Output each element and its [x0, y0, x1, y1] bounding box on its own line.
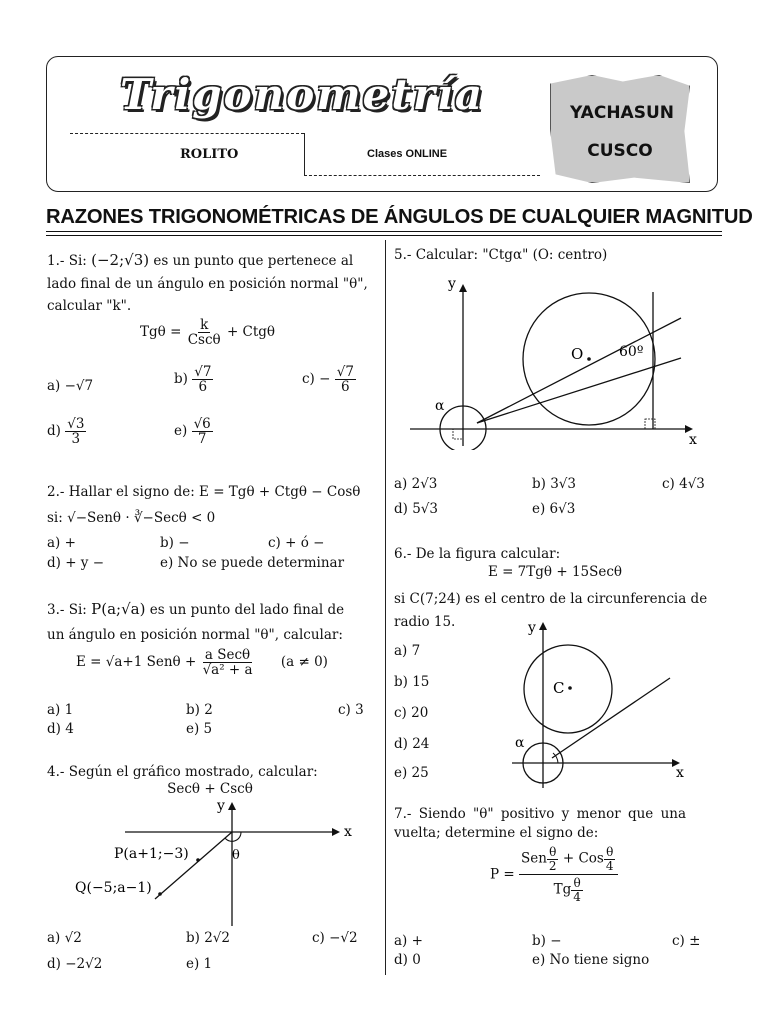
- p3-option-b[interactable]: b) 2: [186, 702, 213, 718]
- p1-option-c-den: 6: [341, 379, 350, 396]
- p1-option-c-label: c) −: [302, 371, 331, 388]
- p7-cos-frac-num: θ: [606, 845, 614, 859]
- p1-option-c-frac: [335, 365, 356, 394]
- p1-option-a[interactable]: a) −√7: [47, 378, 94, 394]
- p2-option-a[interactable]: a) +: [47, 535, 76, 551]
- p6-c-label: C: [553, 679, 565, 697]
- p2-option-d[interactable]: d) + y −: [47, 555, 105, 571]
- p4-option-d[interactable]: d) −2√2: [47, 956, 103, 972]
- p7-main-fraction: [519, 846, 618, 903]
- p3-formula-num: a Secθ: [204, 647, 251, 663]
- p3-line1: [47, 600, 344, 619]
- p4-figure: [70, 796, 370, 926]
- p5-line-lower: [477, 358, 681, 423]
- p6-option-a[interactable]: a) 7: [394, 643, 421, 659]
- p4-option-e[interactable]: e) 1: [186, 956, 213, 972]
- p1-option-b-frac: [192, 365, 213, 394]
- author-name: ROLITO: [180, 147, 239, 162]
- p1-option-e-num: √6: [193, 416, 211, 432]
- p6-figure: [490, 616, 720, 796]
- p7-line1: 7.- Siendo "θ" positivo y menor que una: [394, 806, 687, 822]
- p3-formula-left: E = √a+1 Senθ +: [76, 654, 197, 671]
- page-title: RAZONES TRIGONOMÉTRICAS DE ÁNGULOS DE CUALQUIER MAGNITUD: [46, 206, 753, 228]
- p4-option-b[interactable]: b) 2√2: [186, 930, 230, 946]
- p4-point-q: [158, 892, 162, 896]
- p5-option-b[interactable]: b) 3√3: [532, 476, 576, 492]
- p7-num-cos: + Cos: [562, 850, 604, 867]
- p1-option-d-num: √3: [67, 416, 85, 432]
- p1-line1-a: 1.- Si:: [47, 253, 92, 269]
- header-dash-top: [70, 133, 304, 134]
- p1-option-e-label: e): [174, 423, 188, 440]
- p6-option-c[interactable]: c) 20: [394, 705, 429, 721]
- p4-line1: 4.- Según el gráfico mostrado, calcular:: [47, 764, 318, 780]
- p7-formula-left: P =: [490, 866, 515, 883]
- p1-line1: [47, 251, 353, 270]
- p1-line3: calcular "k".: [47, 298, 132, 314]
- p1-option-d-den: 3: [71, 431, 81, 448]
- p7-option-a[interactable]: a) +: [394, 933, 423, 949]
- p3-formula-fraction: [201, 648, 255, 677]
- p6-y-arrow: [539, 622, 547, 630]
- stamp-line2: CUSCO: [587, 141, 653, 161]
- p5-option-c[interactable]: c) 4√3: [662, 476, 705, 492]
- p4-theta-label: θ: [232, 848, 240, 863]
- logo-title: Trigonometría: [120, 70, 485, 119]
- p1-formula-num: k: [200, 317, 209, 333]
- p5-option-a[interactable]: a) 2√3: [394, 476, 438, 492]
- stamp-line1: YACHASUN: [570, 103, 674, 123]
- p5-line1: 5.- Calcular: "Ctgα" (O: centro): [394, 247, 608, 263]
- p3-option-c[interactable]: c) 3: [338, 702, 364, 718]
- p3-condition: (a ≠ 0): [280, 654, 328, 671]
- p7-num-sen: Sen: [520, 850, 547, 867]
- p4-x-arrow: [332, 828, 340, 836]
- p5-line-upper: [477, 318, 681, 423]
- p3-option-d[interactable]: d) 4: [47, 721, 74, 737]
- p5-y-arrow: [459, 284, 467, 292]
- p1-point: (−2;√3): [91, 251, 150, 269]
- p4-y-label: y: [217, 798, 225, 814]
- p4-option-c[interactable]: c) −√2: [312, 930, 358, 946]
- p7-option-e[interactable]: e) No tiene signo: [532, 952, 650, 968]
- p1-option-d[interactable]: [47, 417, 86, 446]
- p4-y-arrow: [228, 802, 236, 810]
- p7-tg-frac-num: θ: [573, 876, 581, 891]
- p1-option-b[interactable]: [174, 365, 213, 394]
- p7-sen-frac-num: θ: [549, 845, 557, 859]
- p1-option-c[interactable]: [302, 365, 356, 394]
- p4-p-label: P(a+1;−3): [114, 846, 189, 862]
- p5-o-label: O: [571, 345, 584, 363]
- p5-angle-label: 60º: [619, 344, 644, 360]
- p4-q-label: Q(−5;a−1): [75, 880, 152, 896]
- p7-formula: [490, 846, 618, 903]
- p3-formula-den: √a² + a: [202, 662, 253, 679]
- p6-option-d[interactable]: d) 24: [394, 736, 430, 752]
- p5-small-right-angle: [453, 429, 463, 439]
- p7-den-tg-frac: [571, 877, 583, 903]
- stamp-logo: [550, 75, 690, 183]
- p3-line1-a: 3.- Si:: [47, 602, 92, 618]
- p1-formula-den: Cscθ: [187, 332, 221, 349]
- p3-line2: un ángulo en posición normal "θ", calcular:: [47, 627, 343, 643]
- p1-line1-b: es un punto que pertenece al: [153, 253, 354, 269]
- p1-formula-left: Tgθ =: [140, 324, 182, 341]
- p5-figure: [395, 270, 715, 450]
- p1-formula: [140, 318, 275, 347]
- p7-num-sen-frac: [547, 846, 559, 872]
- p7-line2: vuelta; determine el signo de:: [394, 825, 599, 841]
- p7-den-tg: Tg: [553, 881, 572, 898]
- p3-option-a[interactable]: a) 1: [47, 702, 74, 718]
- p5-alpha-label: α: [435, 398, 445, 414]
- clases-label: Clases ONLINE: [367, 148, 448, 160]
- p1-option-d-frac: [65, 417, 86, 446]
- p7-tg-frac-den: 4: [573, 889, 581, 904]
- p6-tangent-line: [552, 678, 670, 758]
- column-separator: [385, 240, 386, 975]
- p6-alpha-label: α: [515, 735, 525, 751]
- header-divider: [304, 133, 305, 175]
- p3-point: P(a;√a): [91, 600, 146, 618]
- p1-option-e[interactable]: [174, 417, 213, 446]
- p5-y-label: y: [448, 276, 456, 292]
- p6-option-b[interactable]: b) 15: [394, 674, 430, 690]
- p7-option-c[interactable]: c) ±: [672, 933, 701, 949]
- p1-option-e-frac: [192, 417, 213, 446]
- p7-sen-frac-den: 2: [548, 858, 557, 873]
- p3-formula: [76, 648, 328, 677]
- p7-num-cos-frac: [604, 846, 616, 872]
- p6-y-label: y: [528, 620, 536, 636]
- p7-option-b[interactable]: b) −: [532, 933, 562, 949]
- p6-big-circle: [524, 645, 612, 733]
- p5-option-d[interactable]: d) 5√3: [394, 501, 438, 517]
- p6-center-point: [568, 686, 572, 690]
- p6-option-e[interactable]: e) 25: [394, 765, 429, 781]
- p1-option-b-num: √7: [194, 364, 212, 380]
- p1-option-b-label: b): [174, 371, 188, 388]
- p1-formula-right: + Ctgθ: [226, 324, 276, 341]
- p4-terminal-side: [155, 832, 232, 899]
- p6-line1: 6.- De la figura calcular:: [394, 546, 561, 562]
- p4-point-p: [196, 858, 200, 862]
- p1-option-b-den: 6: [198, 379, 208, 396]
- p5-option-e[interactable]: e) 6√3: [532, 501, 576, 517]
- p4-option-a[interactable]: a) √2: [47, 930, 82, 946]
- p6-line2: si C(7;24) es el centro de la circunferencia de: [394, 591, 708, 607]
- p6-x-label: x: [676, 765, 684, 781]
- p1-line2: lado final de un ángulo en posición normal "θ",: [47, 276, 368, 292]
- p2-line1: 2.- Hallar el signo de: E = Tgθ + Ctgθ − Cosθ: [47, 484, 361, 500]
- p2-line2: si: √−Senθ · ∛−Secθ < 0: [47, 510, 216, 526]
- title-rule-1: [46, 231, 722, 232]
- p4-formula: Secθ + Cscθ: [167, 781, 253, 797]
- p1-formula-fraction: [186, 318, 223, 347]
- p4-x-label: x: [344, 824, 352, 840]
- p5-center-point: [587, 357, 591, 361]
- p3-line1-b: es un punto del lado final de: [149, 602, 345, 618]
- p5-x-label: x: [689, 432, 697, 448]
- p6-formula: E = 7Tgθ + 15Secθ: [487, 564, 623, 580]
- title-rule-2: [46, 235, 722, 236]
- p2-option-c[interactable]: c) + ó −: [268, 535, 325, 551]
- p2-option-e[interactable]: e) No se puede determinar: [160, 555, 345, 571]
- p7-main-den: [552, 875, 585, 903]
- p1-option-e-den: 7: [197, 431, 207, 448]
- p7-cos-frac-den: 4: [605, 858, 614, 873]
- p7-main-num: [519, 846, 618, 875]
- p6-line3: radio 15.: [394, 614, 456, 630]
- p7-option-d[interactable]: d) 0: [394, 952, 421, 968]
- p1-option-c-num: √7: [336, 364, 354, 380]
- p3-option-e[interactable]: e) 5: [186, 721, 213, 737]
- header-dash-bottom: [304, 175, 540, 176]
- p1-option-d-label: d): [47, 423, 61, 440]
- p2-option-b[interactable]: b) −: [160, 535, 190, 551]
